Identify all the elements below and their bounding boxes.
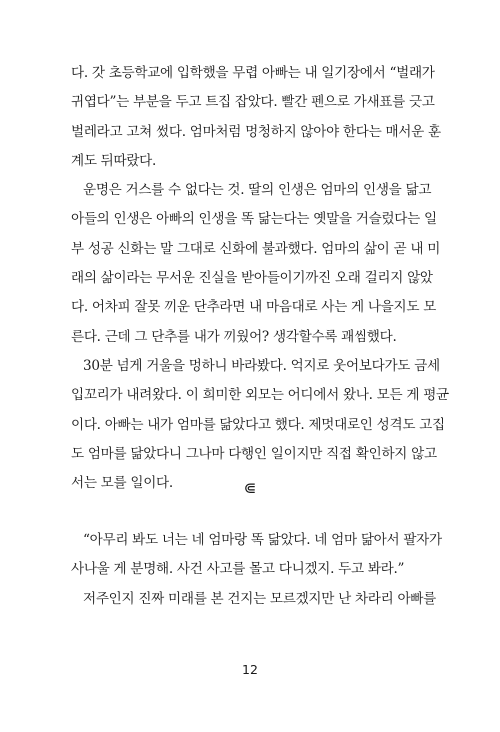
- text-line: 도 엄마를 닮았다니 그나마 다행인 일이지만 직접 확인하지 않고: [71, 445, 437, 462]
- body-text-section-1: [71, 59, 449, 498]
- text-line: 부 성공 신화는 말 그대로 신화에 불과했다. 엄마의 삶이 곧 내 미: [71, 240, 441, 257]
- text-line: 운명은 거스를 수 없다는 것. 딸의 인생은 엄마의 인생을 닮고: [83, 182, 432, 199]
- text-line: 이다. 아빠는 내가 엄마를 닮았다고 했다. 제멋대로인 성격도 고집: [71, 416, 445, 433]
- text-line: 30분 넘게 거울을 멍하니 바라봤다. 억지로 웃어보다가도 금세: [83, 357, 440, 374]
- text-line: 벌레라고 고쳐 썼다. 엄마처럼 멍청하지 않아야 한다는 매서운 훈: [71, 123, 441, 140]
- body-text-section-2: [71, 526, 442, 614]
- text-line: 저주인지 진짜 미래를 본 건지는 모르겠지만 난 차라리 아빠를: [83, 590, 436, 607]
- text-line: 입꼬리가 내려왔다. 이 희미한 외모는 어디에서 왔나. 모든 게 평균: [71, 387, 449, 404]
- text-line: 다. 갓 초등학교에 입학했을 무렵 아빠는 내 일기장에서 “벌래가: [71, 65, 435, 81]
- text-line: 래의 삶이라는 무서운 진실을 받아들이기까진 오래 걸리지 않았: [71, 270, 433, 287]
- text-line: 다. 어차피 잘못 끼운 단추라면 내 마음대로 사는 게 나을지도 모: [71, 299, 437, 316]
- text-line: 서는 모를 일이다.: [71, 475, 173, 492]
- text-line: 사나울 게 분명해. 사건 사고를 몰고 다니겠지. 두고 봐라.”: [71, 561, 405, 578]
- text-line: 계도 뒤따랐다.: [71, 152, 157, 169]
- text-line: “아무리 봐도 너는 네 엄마랑 똑 닮았다. 네 엄마 닮아서 팔자가: [83, 532, 442, 548]
- text-line: 른다. 근데 그 단추를 내가 끼웠어? 생각할수록 괘씸했다.: [71, 328, 397, 345]
- section-separator-icon: ⋐: [243, 479, 257, 497]
- text-line: 귀엽다”는 부분을 두고 트집 잡았다. 빨간 펜으로 가새표를 긋고: [71, 94, 435, 111]
- text-line: 아들의 인생은 아빠의 인생을 똑 닮는다는 옛말을 거슬렀다는 일: [71, 211, 437, 228]
- page-number: 12: [242, 662, 258, 677]
